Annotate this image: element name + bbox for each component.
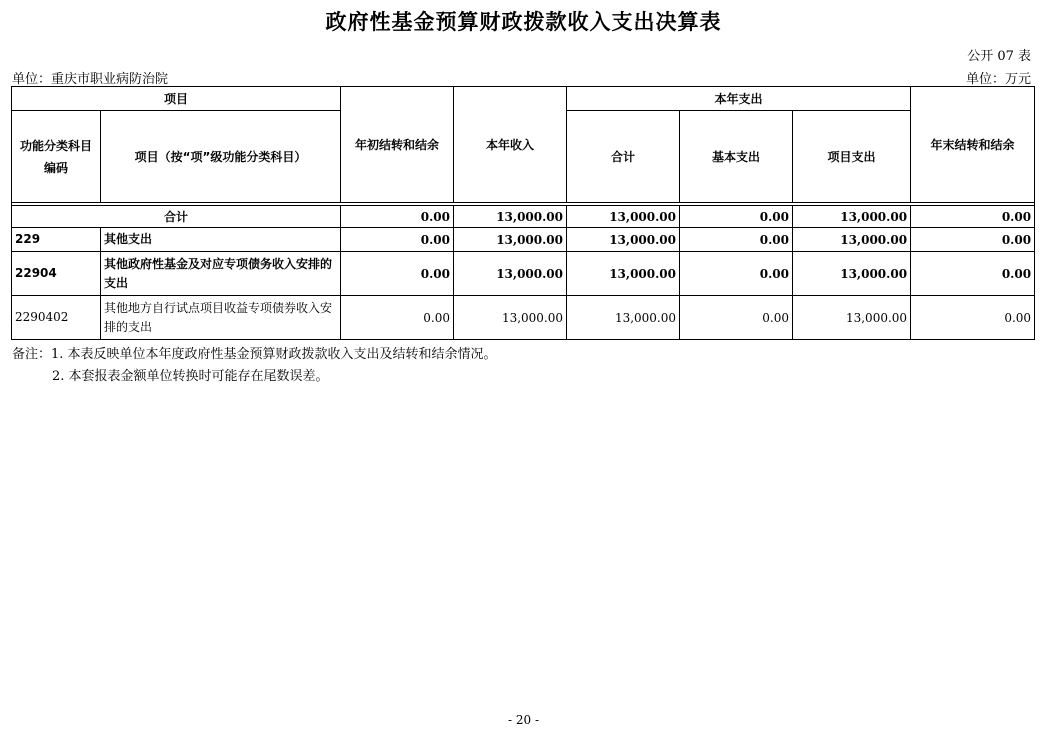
row-exp-project: 13,000.00	[793, 228, 911, 252]
fund-budget-table	[11, 86, 1035, 340]
row-exp-project: 13,000.00	[793, 252, 911, 296]
row-code: 22904	[12, 252, 101, 296]
row-begin-balance: 0.00	[341, 228, 454, 252]
row-exp-basic: 0.00	[680, 252, 793, 296]
row-name: 其他地方自行试点项目收益专项债券收入安排的支出	[101, 296, 341, 340]
header-begin-balance: 年初结转和结余	[341, 87, 454, 203]
table-row	[12, 296, 1035, 340]
note-2: 2. 本套报表金额单位转换时可能存在尾数误差。	[52, 369, 329, 384]
row-exp-total: 13,000.00	[567, 296, 680, 340]
row-exp-basic: 0.00	[680, 228, 793, 252]
page-title: 政府性基金预算财政拨款收入支出决算表	[325, 10, 722, 34]
unit-organization: 单位：重庆市职业病防治院	[12, 72, 169, 87]
total-exp-basic: 0.00	[680, 206, 793, 228]
total-label: 合计	[12, 206, 341, 228]
header-exp-basic: 基本支出	[680, 111, 793, 203]
total-income: 13,000.00	[454, 206, 567, 228]
header-project: 项目	[12, 87, 341, 111]
row-income: 13,000.00	[454, 296, 567, 340]
table-row	[12, 228, 1035, 252]
notes	[12, 344, 497, 388]
row-income: 13,000.00	[454, 228, 567, 252]
header-exp-total: 合计	[567, 111, 680, 203]
page-number: - 20 -	[507, 713, 539, 727]
row-begin-balance: 0.00	[341, 252, 454, 296]
row-name: 其他支出	[101, 228, 341, 252]
row-exp-basic: 0.00	[680, 296, 793, 340]
header-expenditure: 本年支出	[567, 87, 911, 111]
row-exp-total: 13,000.00	[567, 228, 680, 252]
table-row-total	[12, 206, 1035, 228]
row-end-balance: 0.00	[911, 228, 1035, 252]
row-begin-balance: 0.00	[341, 296, 454, 340]
row-end-balance: 0.00	[911, 296, 1035, 340]
total-exp-total: 13,000.00	[567, 206, 680, 228]
row-exp-total: 13,000.00	[567, 252, 680, 296]
row-name: 其他政府性基金及对应专项债务收入安排的支出	[101, 252, 341, 296]
table-row	[12, 252, 1035, 296]
header-name: 项目（按“项”级功能分类科目）	[101, 111, 341, 203]
note-1: 备注：1. 本表反映单位本年度政府性基金预算财政拨款收入支出及结转和结余情况。	[12, 347, 497, 362]
row-end-balance: 0.00	[911, 252, 1035, 296]
form-number: 公开 07 表	[967, 49, 1031, 64]
total-begin-balance: 0.00	[341, 206, 454, 228]
header-end-balance: 年末结转和结余	[911, 87, 1035, 203]
header-code: 功能分类科目编码	[12, 111, 101, 203]
total-exp-project: 13,000.00	[793, 206, 911, 228]
header-income: 本年收入	[454, 87, 567, 203]
row-exp-project: 13,000.00	[793, 296, 911, 340]
row-code: 2290402	[12, 296, 101, 340]
header-exp-project: 项目支出	[793, 111, 911, 203]
row-income: 13,000.00	[454, 252, 567, 296]
unit-currency: 单位：万元	[965, 72, 1031, 87]
row-code: 229	[12, 228, 101, 252]
total-end-balance: 0.00	[911, 206, 1035, 228]
